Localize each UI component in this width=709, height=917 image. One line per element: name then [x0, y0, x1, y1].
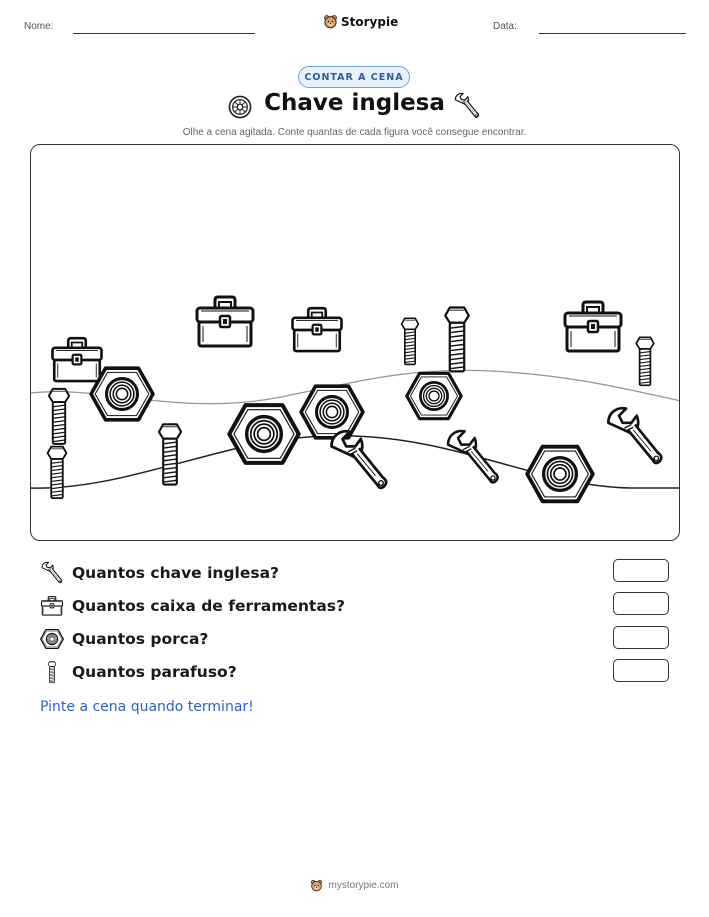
- nut-icon: [40, 628, 64, 650]
- nut-2: [229, 405, 298, 463]
- answer-box-wrench[interactable]: [613, 559, 669, 582]
- footer-url[interactable]: mystorypie.com: [328, 880, 399, 891]
- bolt-icon: [40, 660, 64, 684]
- brand-logo: [323, 14, 398, 29]
- name-label: Nome:: [24, 21, 54, 32]
- question-label: Quantos chave inglesa?: [72, 564, 280, 582]
- toolbox-2: [197, 297, 253, 346]
- question-nut: [40, 627, 208, 651]
- question-label: Quantos parafuso?: [72, 663, 237, 681]
- question-toolbox: [40, 594, 345, 618]
- coloring-hint: Pinte a cena quando terminar!: [40, 699, 254, 715]
- bolt-2: [48, 447, 67, 498]
- question-label: Quantos porca?: [72, 630, 209, 648]
- activity-badge: CONTAR A CENA: [298, 66, 410, 88]
- bolt-3: [159, 424, 181, 484]
- toolbox-3: [293, 308, 342, 351]
- date-line[interactable]: [539, 33, 686, 34]
- nut-3: [301, 386, 363, 438]
- bolt-1: [49, 389, 69, 444]
- bolt-6: [636, 337, 654, 385]
- date-label: Data:: [493, 21, 517, 32]
- question-wrench: [40, 561, 279, 585]
- wrench-icon: [454, 92, 480, 120]
- answer-box-nut[interactable]: [613, 626, 669, 649]
- bolt-5: [445, 308, 468, 372]
- brand-name: Storypie: [341, 14, 399, 29]
- page-title: Chave inglesa: [264, 90, 445, 116]
- toolbox-1: [53, 338, 102, 381]
- instructions: Olhe a cena agitada. Conte quantas de cada figura você consegue encontrar.: [182, 127, 527, 138]
- wrench-1: [332, 431, 387, 488]
- footer: [0, 879, 709, 892]
- nut-5: [527, 447, 593, 502]
- nut-4: [407, 373, 461, 418]
- wrench-3: [608, 408, 661, 463]
- answer-box-bolt[interactable]: [613, 659, 669, 682]
- question-label: Quantos caixa de ferramentas?: [72, 597, 345, 615]
- counting-scene: [30, 144, 680, 541]
- toolbox-icon: [40, 595, 64, 617]
- wrench-2: [448, 431, 498, 482]
- nut-1: [91, 368, 153, 420]
- mascot-icon: [323, 14, 338, 29]
- name-line[interactable]: [73, 33, 255, 34]
- toolbox-4: [565, 302, 621, 351]
- question-bolt: [40, 660, 237, 684]
- wrench-icon: [40, 561, 64, 585]
- bolt-4: [402, 318, 419, 364]
- mascot-icon: [310, 879, 323, 892]
- answer-box-toolbox[interactable]: [613, 592, 669, 615]
- scene-drawing: [31, 145, 680, 541]
